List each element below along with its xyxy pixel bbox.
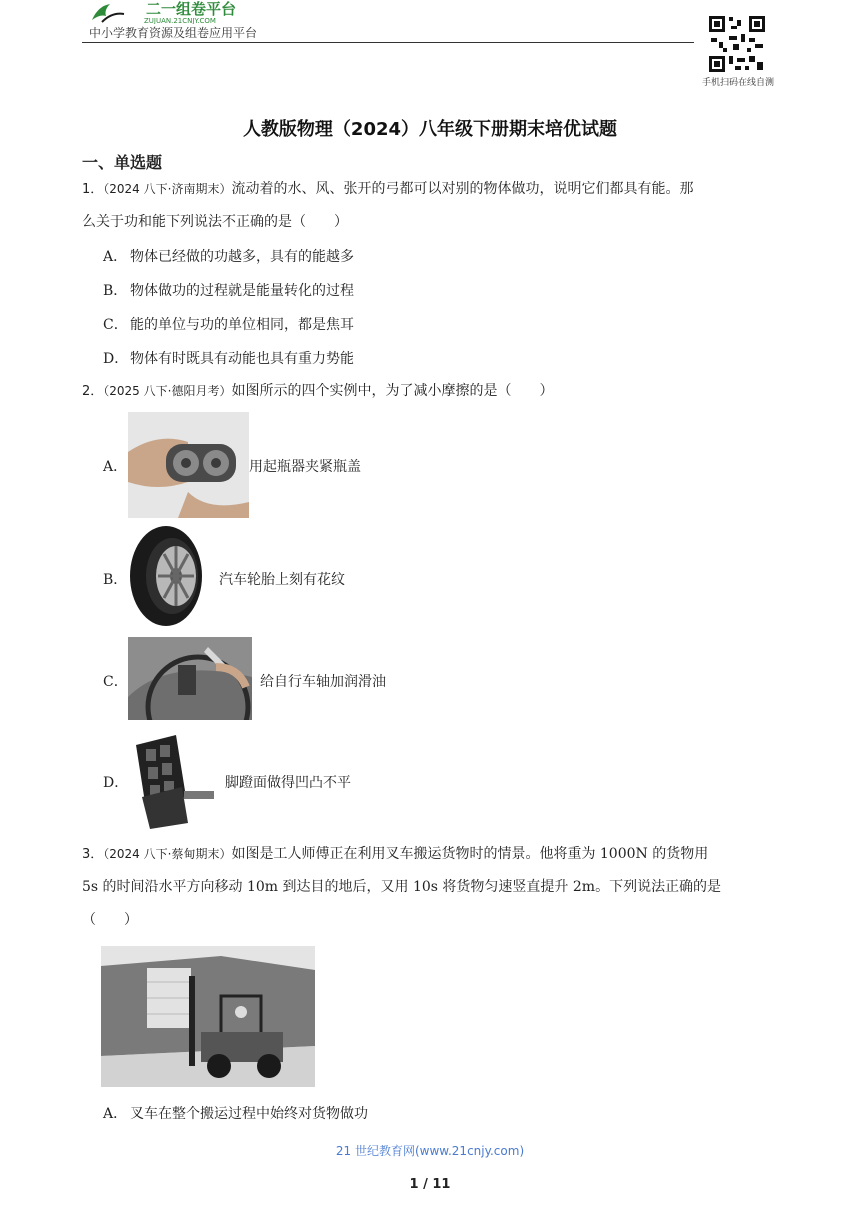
tire-image [128, 524, 210, 628]
question-2-stem [82, 375, 780, 408]
option-d[interactable] [103, 348, 354, 368]
question-1 [82, 173, 780, 239]
platform-logo [88, 0, 278, 24]
qr-code[interactable] [707, 14, 767, 74]
option-letter: C． [103, 317, 128, 333]
option-a-letter: A． [103, 459, 128, 475]
bottle-opener-image [128, 412, 249, 518]
option-text: 物体有时既具有动能也具有重力势能 [130, 351, 354, 367]
question-1-stem [82, 173, 780, 206]
question-stem-line: 5s 的时间沿水平方向移动 10m 到达目的地后，又用 10s 将货物匀速竖直提升 2m。下列说法正确的是 [82, 879, 722, 895]
option-text: 能的单位与功的单位相同，都是焦耳 [130, 317, 354, 333]
option-d-text[interactable]: 脚蹬面做得凹凸不平 [225, 775, 351, 791]
option-c-text[interactable]: 给自行车轴加润滑油 [260, 674, 386, 690]
forklift-image [101, 946, 315, 1087]
option-letter: D． [103, 351, 129, 367]
document-title: 人教版物理（2024）八年级下册期末培优试题 [242, 119, 618, 140]
logo-text: 二一组卷平台 [146, 0, 237, 18]
question-stem-line: 么关于功和能下列说法不正确的是（ ） [82, 214, 348, 230]
option-letter: A． [103, 249, 128, 265]
option-text: 物体做功的过程就是能量转化的过程 [130, 283, 354, 299]
pedal-image [128, 727, 216, 831]
page-number: 1 / 11 [409, 1177, 451, 1192]
option-a[interactable] [103, 246, 354, 266]
section-heading: 一、单选题 [82, 153, 163, 172]
option-a-text[interactable]: 用起瓶器夹紧瓶盖 [249, 459, 361, 475]
question-2 [82, 375, 780, 408]
option-d-letter: D． [103, 775, 129, 791]
question-3-stem [82, 838, 780, 871]
option-c-letter: C． [103, 674, 128, 690]
qr-caption: 手机扫码在线自测 [701, 78, 774, 88]
question-stem-line: 如图是工人师傅正在利用叉车搬运货物时的情景。他将重为 1000N 的货物用 [231, 846, 709, 862]
platform-subtitle: 中小学教育资源及组卷应用平台 [89, 26, 258, 40]
question-number: 3． [82, 847, 104, 862]
option-b-text[interactable]: 汽车轮胎上刻有花纹 [219, 572, 345, 588]
option-text: 叉车在整个搬运过程中始终对货物做功 [130, 1106, 368, 1122]
question-source-tag: （2024 八下·济南期末） [103, 182, 232, 196]
option-text: 物体已经做的功越多，具有的能越多 [130, 249, 354, 265]
option-b[interactable] [103, 280, 354, 300]
option-c[interactable] [103, 314, 354, 334]
question-3 [82, 838, 780, 937]
option-b-letter: B． [103, 572, 128, 588]
option-letter: A． [103, 1106, 128, 1122]
question-stem-line: （ ） [82, 912, 138, 928]
bicycle-lube-image [128, 637, 252, 720]
question-number: 2． [82, 384, 104, 399]
option-letter: B． [103, 283, 128, 299]
logo-url-text: ZUJUAN.21CNJY.COM [144, 17, 216, 24]
question-source-tag: （2024 八下·蔡甸期末） [103, 847, 232, 861]
question-stem-line: 如图所示的四个实例中，为了减小摩擦的是（ ） [231, 383, 554, 399]
question-source-tag: （2025 八下·德阳月考） [103, 384, 232, 398]
header-divider [82, 42, 694, 43]
option-a[interactable] [103, 1103, 368, 1123]
footer-link[interactable]: 21 世纪教育网(www.21cnjy.com) [335, 1144, 525, 1158]
question-stem-line: 流动着的水、风、张开的弓都可以对别的物体做功，说明它们都具有能。那 [231, 181, 694, 197]
question-number: 1． [82, 182, 104, 197]
